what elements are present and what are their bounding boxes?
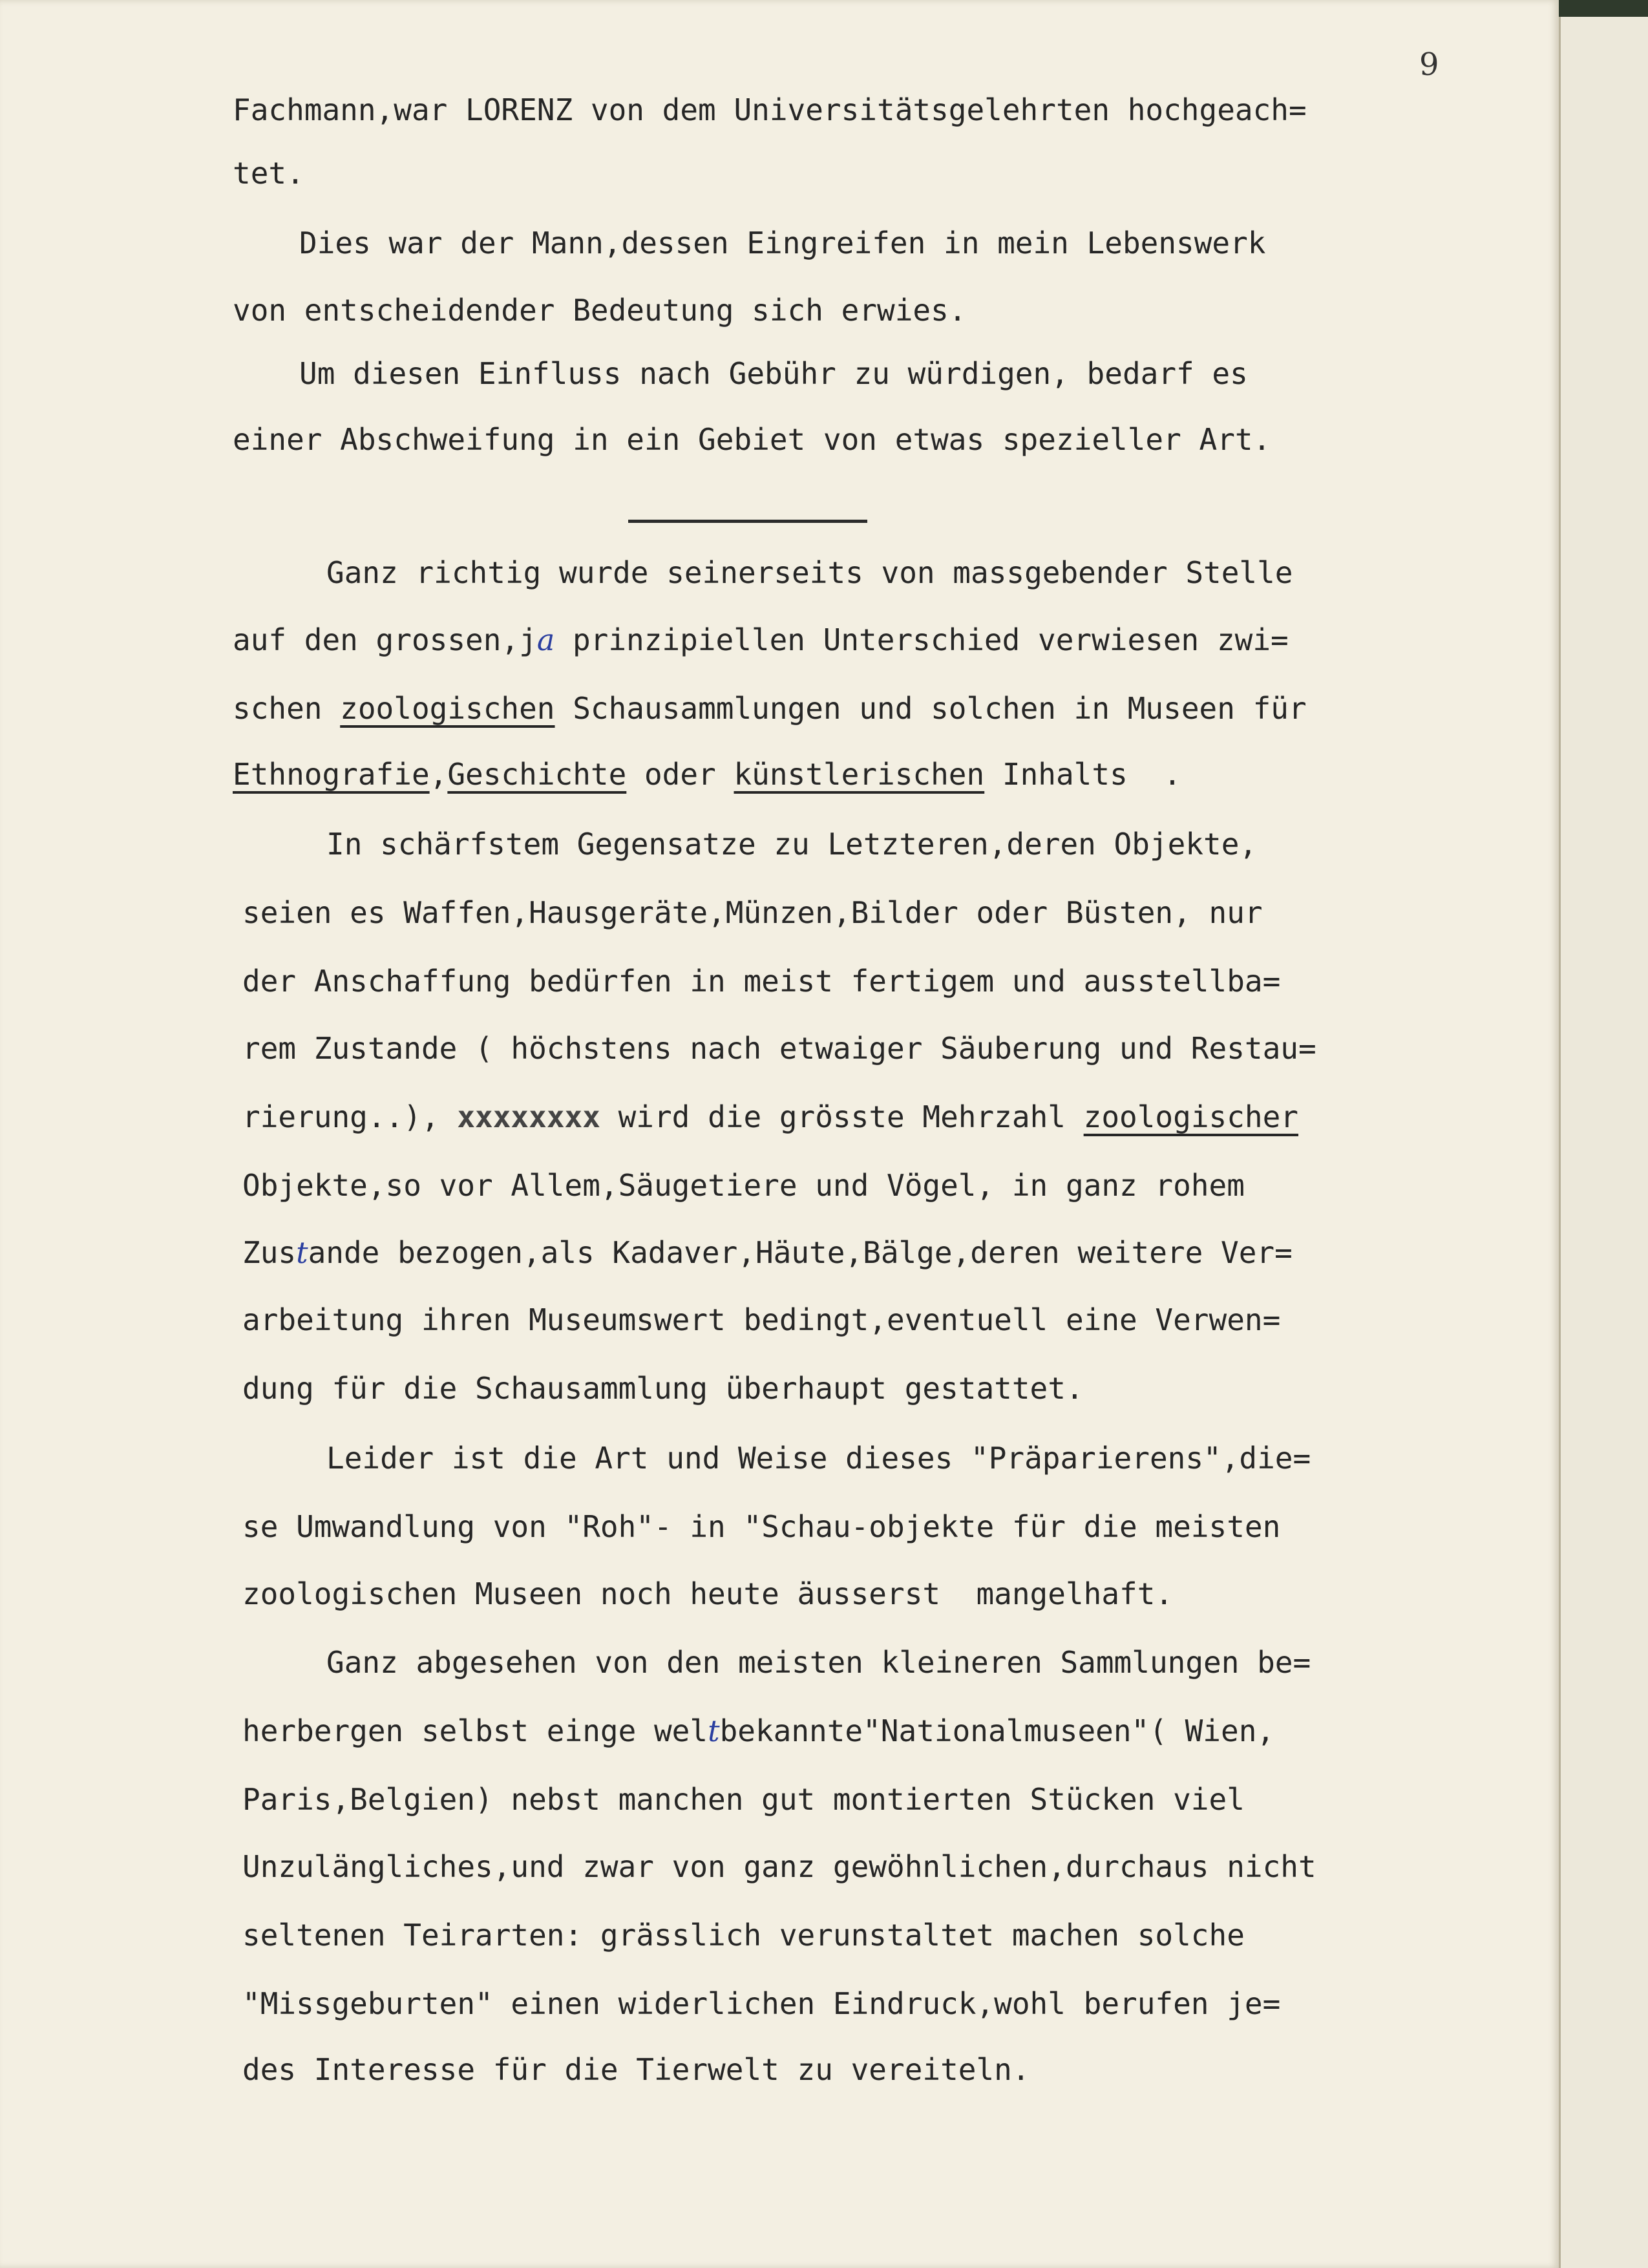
text-segment: rem Zustande ( höchstens nach etwaiger Säuberung und Restau= (242, 1031, 1316, 1066)
text-segment: tet. (233, 156, 304, 191)
text-line (242, 1233, 1293, 1272)
text-line (242, 1369, 1084, 1408)
underlined-term: zoologischer (1083, 1099, 1298, 1134)
text-segment: dung für die Schausammlung überhaupt gestattet. (242, 1371, 1084, 1406)
text-segment: einer Abschweifung in ein Gebiet von etwas spezieller Art. (233, 422, 1271, 457)
handwritten-correction: t (296, 1235, 308, 1270)
text-segment: rierung..), (242, 1099, 458, 1134)
text-segment: Ganz richtig wurde seinerseits von massgebender Stelle (326, 555, 1293, 590)
text-segment: oder (626, 757, 734, 792)
text-segment: Zus (242, 1235, 297, 1270)
text-segment: "Missgeburten" einen widerlichen Eindruck,wohl berufen je= (242, 1986, 1281, 2021)
section-divider (628, 520, 867, 523)
text-segment: wird die grösste Mehrzahl (600, 1099, 1084, 1134)
text-line (242, 1916, 1245, 1955)
struck-out-text: xxxxxxxx (457, 1099, 600, 1134)
text-segment: des Interesse für die Tierwelt zu vereiteln. (242, 2052, 1030, 2087)
text-line (242, 1507, 1280, 1546)
text-segment: ande bezogen,als Kadaver,Häute,Bälge,deren weitere Ver= (308, 1235, 1293, 1270)
handwritten-correction: a (536, 622, 555, 657)
text-line (242, 1029, 1316, 1068)
text-segment: , (429, 757, 448, 792)
underlined-term: Geschichte (447, 757, 627, 792)
text-segment: seltenen Teirarten: grässlich verunstaltet machen solche (242, 1918, 1245, 1953)
text-line (242, 1780, 1245, 1819)
page-edge-dark (1559, 0, 1648, 17)
text-line (326, 1439, 1311, 1478)
text-line (326, 825, 1257, 864)
text-segment: Schausammlungen und solchen in Museen für (555, 691, 1307, 726)
text-segment: Objekte,so vor Allem,Säugetiere und Vögel, in ganz rohem (242, 1168, 1245, 1203)
text-line (242, 2050, 1030, 2089)
underlined-term: zoologischen (340, 691, 555, 726)
text-segment: der Anschaffung bedürfen in meist fertigem und ausstellba= (242, 964, 1281, 999)
text-segment: zoologischen Museen noch heute äusserst mangelhaft. (242, 1576, 1174, 1611)
text-line (299, 354, 1248, 393)
text-segment: prinzipiellen Unterschied verwiesen zwi= (555, 622, 1289, 657)
text-line (242, 1574, 1173, 1613)
text-segment: Um diesen Einfluss nach Gebühr zu würdigen, bedarf es (299, 356, 1248, 391)
text-line (233, 420, 1271, 459)
text-segment: Fachmann,war LORENZ von dem Universitätsgelehrten hochgeach= (233, 92, 1307, 127)
text-line (233, 90, 1307, 129)
text-line (242, 1984, 1280, 2023)
text-segment: Unzulängliches,und zwar von ganz gewöhnlichen,durchaus nicht (242, 1849, 1316, 1884)
text-line (233, 154, 304, 193)
text-segment: schen (233, 691, 341, 726)
page-number: 9 (1419, 47, 1439, 83)
text-line (242, 962, 1280, 1001)
text-segment: seien es Waffen,Hausgeräte,Münzen,Bilder oder Büsten, nur (242, 895, 1263, 930)
handwritten-correction: t (708, 1713, 720, 1748)
text-segment: herbergen selbst einge wel (242, 1713, 708, 1748)
text-line (326, 553, 1293, 592)
text-segment: In schärfstem Gegensatze zu Letzteren,deren Objekte, (326, 827, 1258, 862)
text-line (233, 689, 1307, 728)
text-segment: von entscheidender Bedeutung sich erwies. (233, 293, 967, 328)
underlined-term: künstlerischen (734, 757, 985, 792)
text-segment: Paris,Belgien) nebst manchen gut montierten Stücken viel (242, 1782, 1245, 1817)
text-line (242, 1300, 1280, 1339)
text-segment: Dies war der Mann,dessen Eingreifen in mein Lebenswerk (299, 226, 1266, 260)
text-line (242, 1712, 1274, 1750)
text-line (233, 620, 1289, 659)
text-line (299, 224, 1266, 262)
text-line (242, 1166, 1245, 1205)
text-segment: arbeitung ihren Museumswert bedingt,eventuell eine Verwen= (242, 1302, 1281, 1337)
text-line (242, 1097, 1298, 1136)
text-segment: Ganz abgesehen von den meisten kleineren Sammlungen be= (326, 1645, 1311, 1680)
text-line (233, 291, 966, 330)
page-edge (1559, 17, 1648, 2268)
text-line (233, 755, 1181, 794)
text-line (326, 1643, 1311, 1682)
text-segment: Inhalts . (984, 757, 1181, 792)
text-line (242, 1847, 1316, 1886)
text-segment: bekannte"Nationalmuseen"( Wien, (719, 1713, 1275, 1748)
text-line (242, 893, 1263, 932)
text-segment: auf den grossen,j (233, 622, 537, 657)
text-segment: se Umwandlung von "Roh"- in "Schau-objekte für die meisten (242, 1509, 1281, 1544)
text-segment: Leider ist die Art und Weise dieses "Präparierens",die= (326, 1441, 1311, 1476)
underlined-term: Ethnografie (233, 757, 430, 792)
